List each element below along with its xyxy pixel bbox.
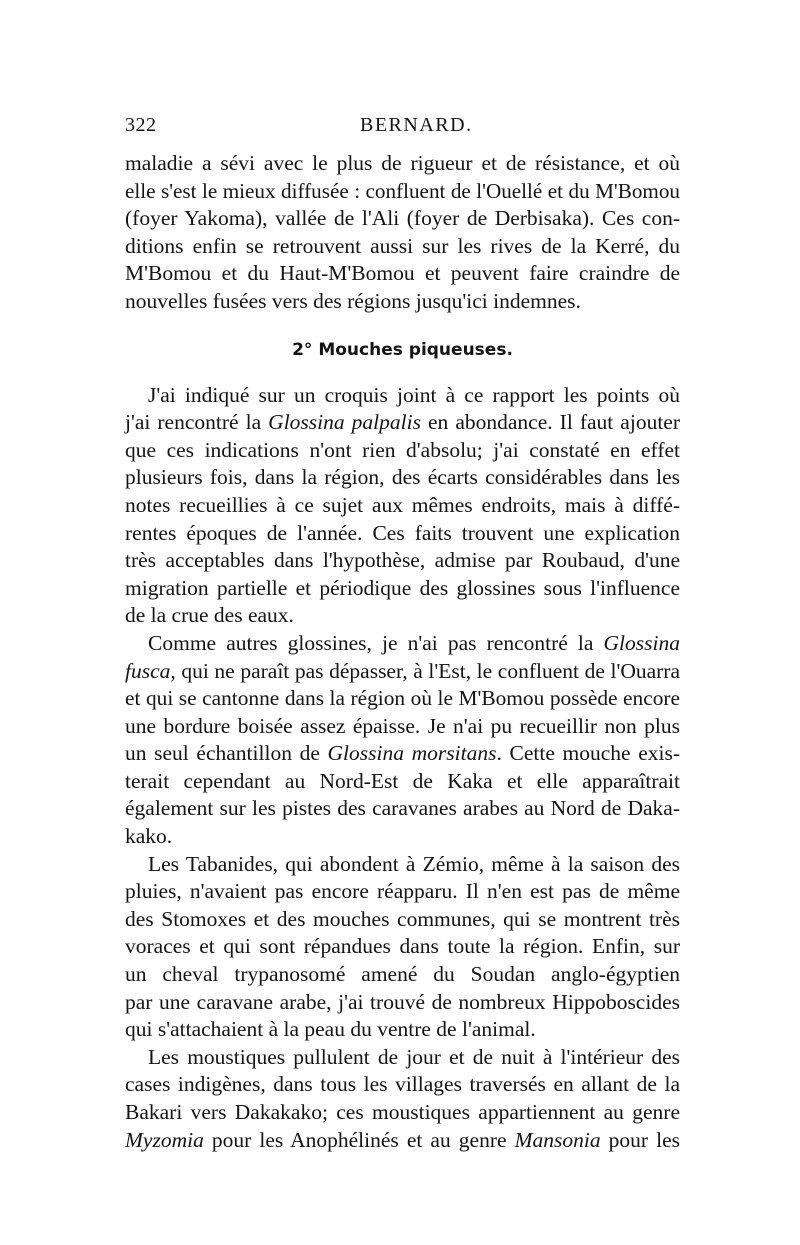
text-line: rentes époques de l'année. Ces faits trouvent une explication	[125, 520, 680, 545]
text-line: des Stomoxes et des mouches communes, qui se montrent très	[125, 906, 680, 931]
running-title: BERNARD.	[360, 114, 473, 136]
text-line: fusca, qui ne paraît pas dépasser, à l'Est, le confluent de l'Ouarra	[125, 658, 680, 683]
paragraph-moustiques	[125, 1044, 680, 1154]
section-heading: 2° Mouches piqueuses.	[292, 339, 513, 360]
genus-name: Myzomia	[125, 1127, 204, 1152]
text-line: terait cependant au Nord-Est de Kaka et elle apparaîtrait	[125, 768, 680, 793]
text-line: un seul échantillon de Glossina morsitans. Cette mouche exis-	[125, 741, 680, 766]
text-line: (foyer Yakoma), vallée de l'Ali (foyer de Derbisaka). Ces con-	[125, 206, 680, 231]
text-line: notes recueillies à ce sujet aux mêmes endroits, mais à diffé-	[125, 492, 680, 517]
page-number: 322	[125, 114, 157, 136]
text-line: une bordure boisée assez épaisse. Je n'ai pu recueillir non plus	[125, 713, 680, 738]
body-text	[125, 150, 680, 1154]
text-line: Comme autres glossines, je n'ai pas rencontré la Glossina	[148, 630, 680, 655]
text-line: très acceptables dans l'hypothèse, admise par Roubaud, d'une	[125, 548, 680, 573]
text-line: de la crue des eaux.	[125, 603, 294, 628]
text-line: et qui se cantonne dans la région où le M'Bomou possède encore	[125, 686, 680, 711]
text-line: également sur les pistes des caravanes arabes au Nord de Daka-	[125, 796, 680, 821]
paragraph-croquis	[125, 382, 680, 630]
text-line: M'Bomou et du Haut-M'Bomou et peuvent faire craindre de	[125, 261, 680, 286]
text-line: maladie a sévi avec le plus de rigueur et de résistance, et où	[125, 151, 680, 175]
text-line: Bakari vers Dakakako; ces moustiques appartiennent au genre	[125, 1100, 680, 1124]
text-line: Myzomia pour les Anophélinés et au genre Mansonia pour les	[125, 1127, 680, 1152]
species-name: Glossina morsitans	[327, 741, 497, 766]
text-line: kako.	[125, 824, 173, 849]
paragraph-continuation	[125, 150, 680, 316]
text-line: ditions enfin se retrouvent aussi sur les rives de la Kerré, du	[125, 233, 680, 258]
text-line: voraces et qui sont répandues dans toute la région. Enfin, sur	[125, 934, 680, 959]
genus-name: Mansonia	[514, 1127, 601, 1152]
species-name: Glossina palpalis	[268, 410, 421, 435]
text-line: j'ai rencontré la Glossina palpalis en abondance. Il faut ajouter	[125, 410, 680, 435]
text-line: pluies, n'avaient pas encore réapparu. Il n'en est pas de même	[125, 879, 680, 904]
text-line: Les moustiques pullulent de jour et de nuit à l'intérieur des	[148, 1044, 680, 1069]
text-line: Les Tabanides, qui abondent à Zémio, même à la saison des	[148, 851, 680, 876]
text-line: un cheval trypanosomé amené du Soudan anglo-égyptien	[125, 962, 680, 987]
text-line: qui s'attachaient à la peau du ventre de l'animal.	[125, 1017, 536, 1042]
text-line: plusieurs fois, dans la région, des écarts considérables dans les	[125, 465, 680, 490]
paragraph-tabanides	[125, 851, 680, 1044]
text-line: nouvelles fusées vers des régions jusqu'ici indemnes.	[125, 288, 581, 313]
species-name: Glossina	[603, 630, 680, 655]
species-name: fusca	[125, 658, 171, 683]
text-line: cases indigènes, dans tous les villages traversés en allant de la	[125, 1072, 680, 1097]
text-line: par une caravane arabe, j'ai trouvé de nombreux Hippoboscides	[125, 989, 680, 1014]
text-line: elle s'est le mieux diffusée : confluent de l'Ouellé et du M'Bomou	[125, 178, 680, 203]
text-line: que ces indications n'ont rien d'absolu; j'ai constaté en effet	[125, 437, 680, 462]
paragraph-autres-glossines	[125, 630, 680, 851]
running-head	[125, 114, 680, 142]
text-line: J'ai indiqué sur un croquis joint à ce rapport les points où	[148, 382, 680, 407]
text-line: migration partielle et périodique des glossines sous l'influence	[125, 575, 680, 600]
